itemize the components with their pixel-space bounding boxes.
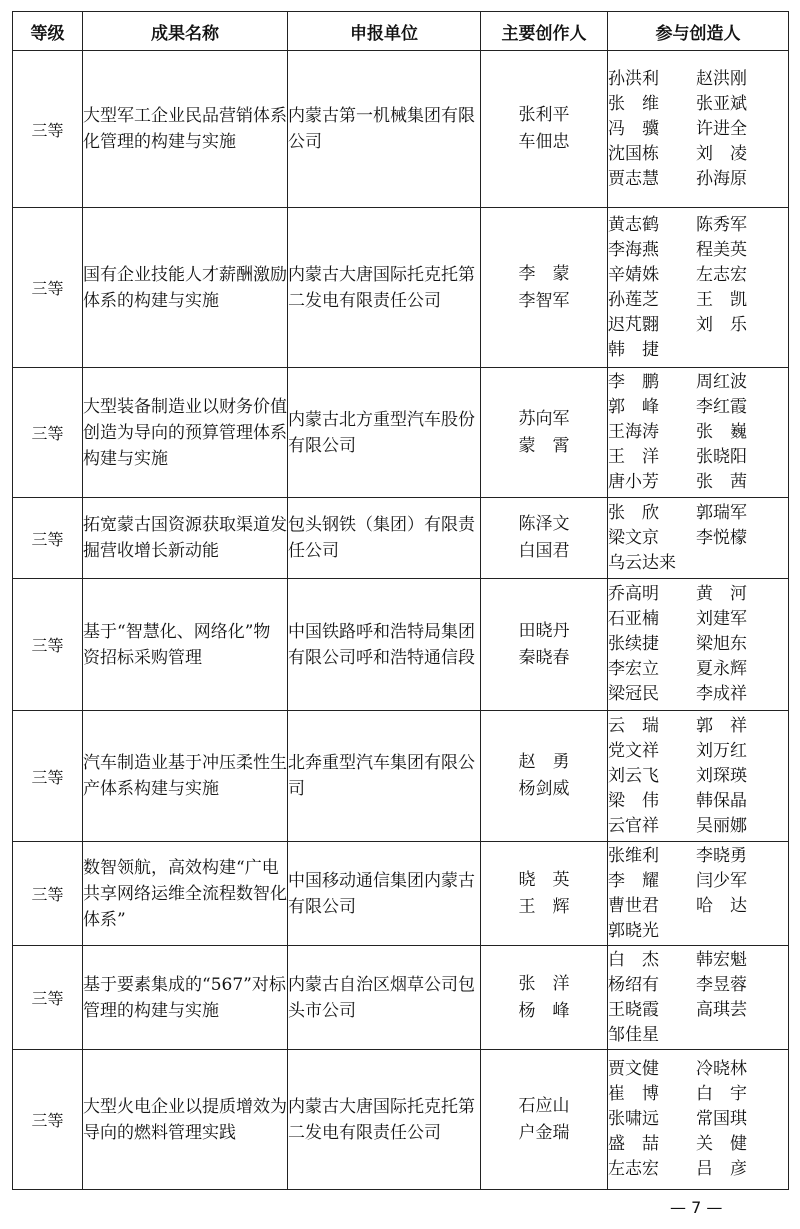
unit-cell: 内蒙古大唐国际托克托第二发电有限责任公司 <box>288 208 481 368</box>
table-row <box>13 368 789 498</box>
main-creators-cell <box>481 842 608 946</box>
participant-name: 许进全 <box>696 118 747 139</box>
achievement-name-cell: 大型火电企业以提质增效为导向的燃料管理实践 <box>83 1050 288 1190</box>
participant-name <box>696 919 780 944</box>
participant-name: 党文祥 <box>608 740 659 761</box>
participant-name: 黄志鹤 <box>608 214 659 235</box>
table-row <box>13 1050 789 1190</box>
participant-name: 高琪芸 <box>696 999 747 1020</box>
participant-name: 赵洪刚 <box>696 68 747 89</box>
participant-name: 张晓阳 <box>696 447 747 467</box>
creator-name: 晓 英 <box>518 869 570 890</box>
creator-name: 车佃忠 <box>518 132 570 152</box>
creator-name: 王 辉 <box>518 896 570 917</box>
table-row <box>13 579 789 711</box>
participants-list <box>608 501 788 576</box>
participant-name: 李悦檬 <box>696 527 747 548</box>
participant-name: 李成祥 <box>696 684 747 704</box>
achievement-name-cell: 国有企业技能人才薪酬激励体系的构建与实施 <box>83 208 288 368</box>
creator-name: 李 蒙 <box>518 263 570 284</box>
unit-cell: 北奔重型汽车集团有限公司 <box>288 711 481 842</box>
creator-name: 赵 勇 <box>518 752 570 772</box>
participants-list <box>608 213 788 363</box>
participant-name <box>696 551 780 576</box>
participant-name: 常国琪 <box>696 1109 747 1129</box>
participant-name: 李宏立 <box>608 659 659 679</box>
creator-name: 陈泽文 <box>518 514 570 534</box>
achievement-name-cell: 数智领航，高效构建“广电共享网络运维全流程数智化体系” <box>83 842 288 946</box>
creator-name: 蒙 霄 <box>518 435 570 456</box>
header-level: 等级 <box>13 12 83 51</box>
participant-name: 刘建军 <box>696 609 747 629</box>
unit-cell: 包头钢铁（集团）有限责任公司 <box>288 498 481 579</box>
participant-name: 辛婧姝 <box>608 264 659 285</box>
participant-name: 曹世君 <box>608 895 659 916</box>
participant-name: 刘琛瑛 <box>696 765 747 786</box>
main-creators-cell <box>481 498 608 579</box>
participants-cell <box>608 579 789 711</box>
participant-name: 张亚斌 <box>696 93 747 114</box>
unit-cell: 内蒙古自治区烟草公司包头市公司 <box>288 946 481 1050</box>
creator-name: 白国君 <box>518 541 570 561</box>
participant-name: 张啸远 <box>608 1109 659 1129</box>
participant-name: 白 杰 <box>608 949 659 970</box>
achievement-name-cell: 拓宽蒙古国资源获取渠道发掘营收增长新动能 <box>83 498 288 579</box>
header-main-creators: 主要创作人 <box>481 12 608 51</box>
header-unit: 申报单位 <box>288 12 481 51</box>
participant-name: 孙洪利 <box>608 68 659 89</box>
creator-name: 杨 峰 <box>518 1000 570 1021</box>
level-cell: 三等 <box>13 842 83 946</box>
participant-name: 王 洋 <box>608 447 659 467</box>
participant-name: 云 瑞 <box>608 715 659 736</box>
participant-name: 刘 凌 <box>696 143 747 164</box>
table-row <box>13 946 789 1050</box>
participant-name: 沈国栋 <box>608 143 659 164</box>
participant-name: 李晓勇 <box>696 845 747 866</box>
achievement-name-cell: 基于“智慧化、网络化”物资招标采购管理 <box>83 579 288 711</box>
awards-table <box>12 11 789 1190</box>
participant-name: 程美英 <box>696 239 747 260</box>
achievement-name-cell: 基于要素集成的“567”对标管理的构建与实施 <box>83 946 288 1050</box>
participant-name: 张维利 <box>608 845 659 866</box>
participant-name: 刘万红 <box>696 740 747 761</box>
level-cell: 三等 <box>13 498 83 579</box>
participant-name: 梁冠民 <box>608 684 659 704</box>
participants-list <box>608 67 788 192</box>
header-row <box>13 12 789 51</box>
creator-name: 田晓丹 <box>518 620 570 641</box>
participant-name: 邹佳星 <box>608 1024 659 1045</box>
main-creators-cell <box>481 368 608 498</box>
main-creators-cell <box>481 711 608 842</box>
participant-name: 郭 祥 <box>696 715 747 736</box>
level-cell: 三等 <box>13 579 83 711</box>
participant-name: 冷晓林 <box>696 1059 747 1079</box>
participant-name: 崔 博 <box>608 1084 659 1104</box>
creator-name: 秦晓春 <box>518 647 570 668</box>
participant-name: 迟芃翾 <box>608 314 659 335</box>
creator-name: 张利平 <box>518 105 570 125</box>
participant-name: 石亚楠 <box>608 609 659 629</box>
participant-name: 李海燕 <box>608 239 659 260</box>
level-cell: 三等 <box>13 946 83 1050</box>
participant-name: 陈秀军 <box>696 214 747 235</box>
participants-cell <box>608 368 789 498</box>
participant-name: 左志宏 <box>696 264 747 285</box>
creator-name: 苏向军 <box>518 408 570 429</box>
participant-name: 梁旭东 <box>696 634 747 654</box>
participants-list <box>608 1057 788 1182</box>
participant-name: 郭 峰 <box>608 397 659 417</box>
participant-name: 李 耀 <box>608 870 659 891</box>
participant-name: 唐小芳 <box>608 472 659 492</box>
participants-cell <box>608 1050 789 1190</box>
participant-name: 张续捷 <box>608 634 659 654</box>
participant-name: 冯 骥 <box>608 118 659 139</box>
participant-name: 乌云达来 <box>608 552 676 573</box>
unit-cell: 中国铁路呼和浩特局集团有限公司呼和浩特通信段 <box>288 579 481 711</box>
participant-name: 闫少军 <box>696 870 747 891</box>
creator-name: 杨剑威 <box>518 779 570 799</box>
participants-list <box>608 582 788 707</box>
participant-name <box>696 338 780 363</box>
participant-name: 李昱蓉 <box>696 974 747 995</box>
participant-name: 王 凯 <box>696 289 747 310</box>
participant-name: 李 鹏 <box>608 372 659 392</box>
participants-list <box>608 844 788 944</box>
participants-list <box>608 948 788 1048</box>
unit-cell: 内蒙古第一机械集团有限公司 <box>288 51 481 208</box>
participant-name: 郭晓光 <box>608 920 659 941</box>
participants-list <box>608 714 788 839</box>
header-participants: 参与创造人 <box>608 12 789 51</box>
main-creators-cell <box>481 946 608 1050</box>
participant-name: 韩 捷 <box>608 339 659 360</box>
participant-name: 吴丽娜 <box>696 815 747 836</box>
participant-name: 张 巍 <box>696 422 747 442</box>
participant-name: 左志宏 <box>608 1159 659 1179</box>
participant-name: 周红波 <box>696 372 747 392</box>
level-cell: 三等 <box>13 711 83 842</box>
participants-cell <box>608 498 789 579</box>
level-cell: 三等 <box>13 368 83 498</box>
level-cell: 三等 <box>13 1050 83 1190</box>
unit-cell: 内蒙古北方重型汽车股份有限公司 <box>288 368 481 498</box>
achievement-name-cell: 汽车制造业基于冲压柔性生产体系构建与实施 <box>83 711 288 842</box>
participant-name: 盛 喆 <box>608 1134 659 1154</box>
participant-name: 张 维 <box>608 93 659 114</box>
participant-name: 张 欣 <box>608 502 659 523</box>
main-creators-cell <box>481 1050 608 1190</box>
participant-name: 夏永辉 <box>696 659 747 679</box>
unit-cell: 中国移动通信集团内蒙古有限公司 <box>288 842 481 946</box>
level-cell: 三等 <box>13 208 83 368</box>
participant-name: 刘 乐 <box>696 314 747 335</box>
participant-name: 贾文健 <box>608 1059 659 1079</box>
participant-name: 王晓霞 <box>608 999 659 1020</box>
participant-name: 李红霞 <box>696 397 747 417</box>
participant-name: 吕 彦 <box>696 1159 747 1179</box>
participant-name: 乔高明 <box>608 584 659 604</box>
participant-name: 贾志慧 <box>608 168 659 189</box>
table-row <box>13 51 789 208</box>
creator-name: 张 洋 <box>518 973 570 994</box>
participant-name: 黄 河 <box>696 584 747 604</box>
main-creators-cell <box>481 579 608 711</box>
participant-name: 韩保晶 <box>696 790 747 811</box>
participant-name: 云官祥 <box>608 815 659 836</box>
participant-name: 梁文京 <box>608 527 659 548</box>
table-row <box>13 208 789 368</box>
table-row <box>13 842 789 946</box>
page-number: — 7 — <box>670 1198 723 1217</box>
participant-name <box>696 1023 780 1048</box>
participant-name: 关 健 <box>696 1134 747 1154</box>
achievement-name-cell: 大型装备制造业以财务价值创造为导向的预算管理体系构建与实施 <box>83 368 288 498</box>
level-cell: 三等 <box>13 51 83 208</box>
participant-name: 郭瑞军 <box>696 502 747 523</box>
participants-cell <box>608 51 789 208</box>
participant-name: 梁 伟 <box>608 790 659 811</box>
participants-cell <box>608 946 789 1050</box>
creator-name: 石应山 <box>518 1095 570 1116</box>
creator-name: 李智军 <box>518 290 570 311</box>
table-row <box>13 498 789 579</box>
table-row <box>13 711 789 842</box>
header-achievement-name: 成果名称 <box>83 12 288 51</box>
main-creators-cell <box>481 208 608 368</box>
participant-name: 杨绍有 <box>608 974 659 995</box>
participant-name: 孙海原 <box>696 168 747 189</box>
main-creators-cell <box>481 51 608 208</box>
participants-list <box>608 370 788 495</box>
participant-name: 白 宇 <box>696 1084 747 1104</box>
participant-name: 张 茜 <box>696 472 747 492</box>
participants-cell <box>608 711 789 842</box>
participants-cell <box>608 842 789 946</box>
creator-name: 户金瑞 <box>518 1122 570 1143</box>
participant-name: 哈 达 <box>696 895 747 916</box>
achievement-name-cell: 大型军工企业民品营销体系化管理的构建与实施 <box>83 51 288 208</box>
participant-name: 刘云飞 <box>608 765 659 786</box>
participant-name: 韩宏魁 <box>696 949 747 970</box>
participant-name: 孙莲芝 <box>608 289 659 310</box>
unit-cell: 内蒙古大唐国际托克托第二发电有限责任公司 <box>288 1050 481 1190</box>
participant-name: 王海涛 <box>608 422 659 442</box>
participants-cell <box>608 208 789 368</box>
